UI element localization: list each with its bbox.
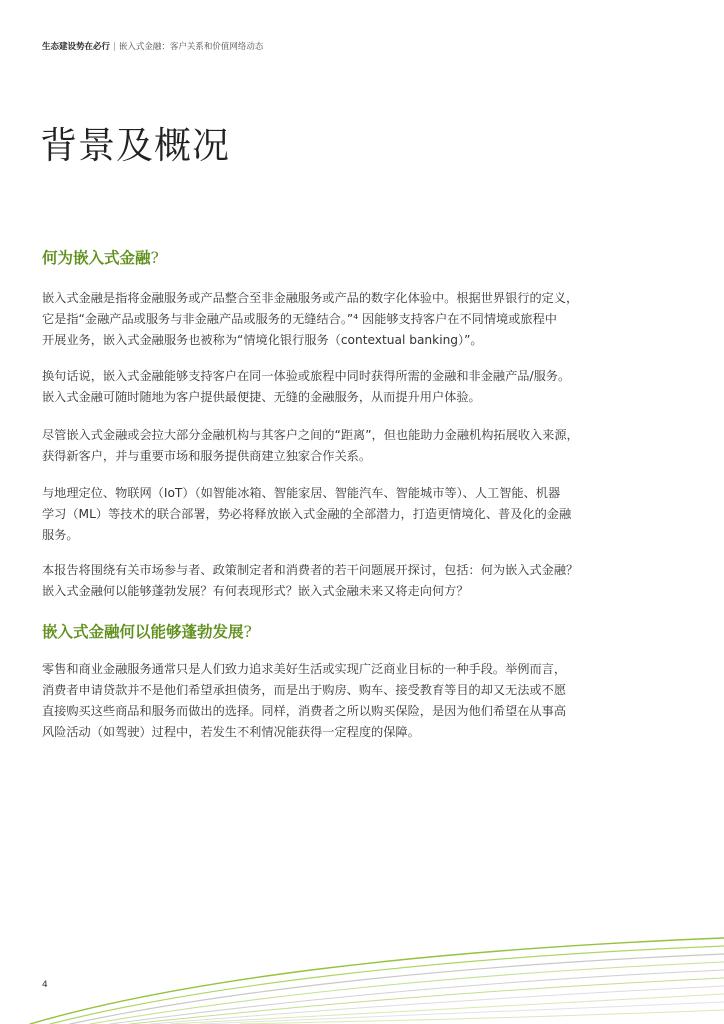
text-line: 风险活动（如驾驶）过程中，若发生不利情况能获得一定程度的保障。	[42, 725, 420, 739]
header-separator: |	[113, 42, 116, 52]
text-line: 开展业务，嵌入式金融服务也被称为“情境化银行服务（contextual banking）”。	[42, 333, 483, 347]
text-line: 服务。	[42, 528, 79, 542]
paragraph	[42, 366, 632, 408]
paragraph	[42, 483, 632, 546]
text-line: 尽管嵌入式金融或会拉大部分金融机构与其客户之间的“距离”，但也能助力金融机构拓展收入来源，	[42, 428, 579, 442]
text-line: 它是指“金融产品或服务与非金融产品或服务的无缝结合。”⁴ 因能够支持客户在不同情境或旅程中	[42, 312, 557, 326]
text-line: 获得新客户，并与重要市场和服务提供商建立独家合作关系。	[42, 449, 372, 463]
text-line: 学习（ML）等技术的联合部署，势必将释放嵌入式金融的全部潜力，打造更情境化、普及化的金融	[42, 507, 572, 521]
text-line: 嵌入式金融可随时随地为客户提供最便捷、无缝的金融服务，从而提升用户体验。	[42, 390, 481, 404]
text-line: 嵌入式金融是指将金融服务或产品整合至非金融服务或产品的数字化体验中。根据世界银行的定义，	[42, 291, 579, 305]
header-subtitle: 嵌入式金融：客户关系和价值网络动态	[118, 42, 264, 52]
question-mark: ?	[150, 249, 159, 267]
section-heading-text: 嵌入式金融何以能够蓬勃发展	[42, 623, 244, 641]
section-heading-why-thriving	[42, 621, 252, 643]
text-line: 嵌入式金融何以能够蓬勃发展？有何表现形式？嵌入式金融未来又将走向何方？	[42, 584, 469, 598]
paragraph	[42, 425, 632, 467]
running-header	[42, 41, 263, 53]
footer-swoosh-decoration	[0, 920, 724, 1024]
section-heading-what-is	[42, 247, 159, 269]
page-title: 背景及概况	[40, 124, 230, 167]
text-line: 与地理定位、物联网（IoT）（如智能冰箱、智能家居、智能汽车、智能城市等）、人工智能、机器	[42, 486, 561, 500]
text-line: 换句话说，嵌入式金融能够支持客户在同一体验或旅程中同时获得所需的金融和非金融产品/服务。	[42, 369, 571, 383]
paragraph	[42, 560, 632, 602]
text-line: 消费者申请贷款并不是他们希望承担债务，而是出于购房、购车、接受教育等目的却又无法或不愿	[42, 683, 567, 697]
page-number: 4	[42, 980, 48, 990]
text-line: 直接购买这些商品和服务而做出的选择。同样，消费者之所以购买保险，是因为他们希望在从事高	[42, 704, 567, 718]
paragraph	[42, 659, 632, 743]
text-line: 零售和商业金融服务通常只是人们致力追求美好生活或实现广泛商业目标的一种手段。举例而言，	[42, 662, 567, 676]
header-section-title: 生态建设势在必行	[42, 42, 111, 52]
question-mark: ?	[243, 623, 252, 641]
paragraph	[42, 288, 632, 351]
text-line: 本报告将围绕有关市场参与者、政策制定者和消费者的若干问题展开探讨，包括：何为嵌入式金融？	[42, 563, 579, 577]
section-heading-text: 何为嵌入式金融	[42, 249, 151, 267]
